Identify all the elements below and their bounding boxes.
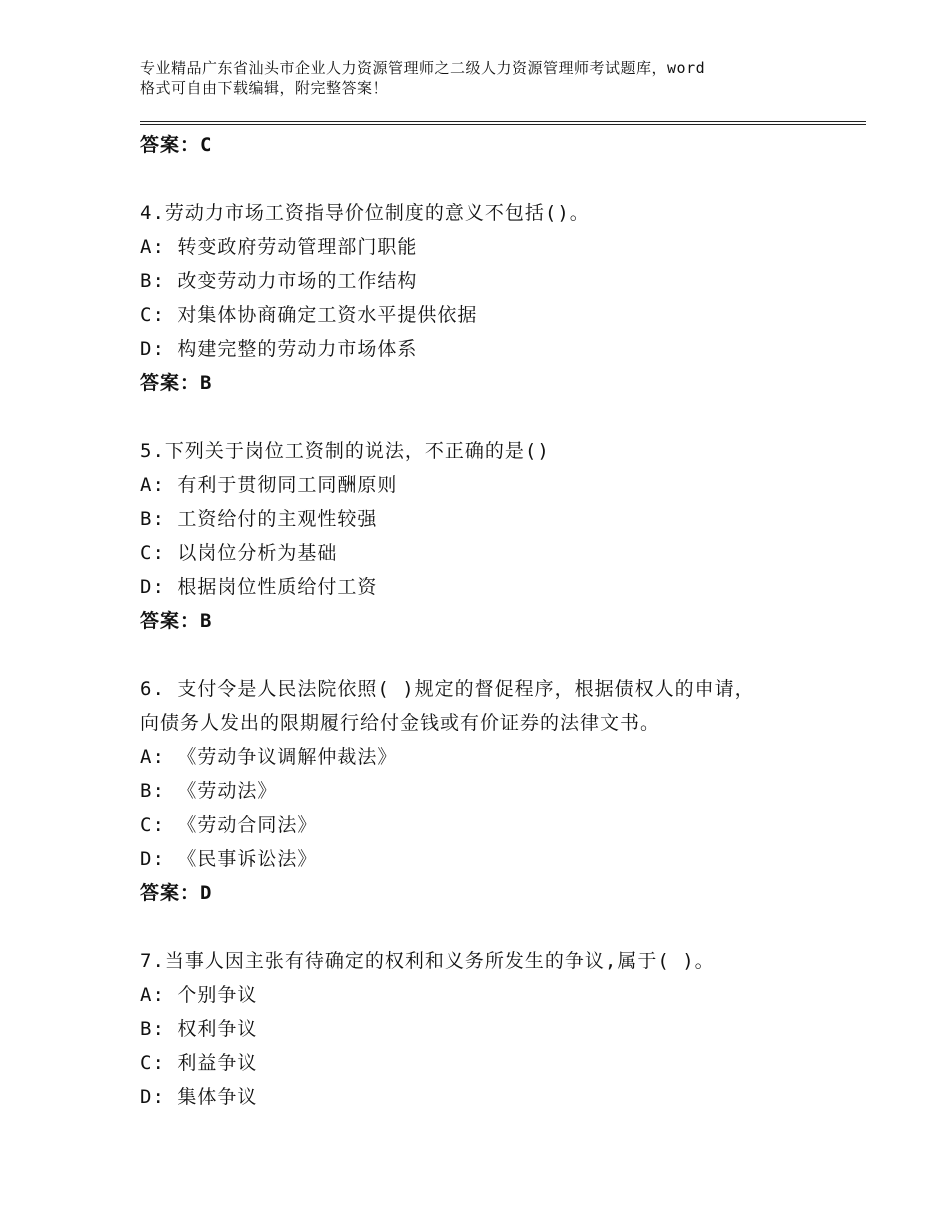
question-stem-continued: 向债务人发出的限期履行给付金钱或有价证券的法律文书。 (140, 712, 661, 734)
question-block (140, 434, 866, 638)
option-a: A: 个别争议 (140, 984, 258, 1006)
option-b: B: 《劳动法》 (140, 780, 278, 802)
option-d: D: 构建完整的劳动力市场体系 (140, 338, 418, 360)
question-block (140, 672, 866, 910)
question-stem: 6. 支付令是人民法院依照( )规定的督促程序，根据债权人的申请， (140, 678, 755, 700)
option-d: D: 《民事诉讼法》 (140, 848, 318, 870)
spacer (140, 910, 866, 944)
question-stem: 4.劳动力市场工资指导价位制度的意义不包括()。 (140, 202, 590, 224)
header-rule-top (140, 121, 866, 122)
option-c: C: 利益争议 (140, 1052, 258, 1074)
spacer (140, 638, 866, 672)
option-b: B: 改变劳动力市场的工作结构 (140, 270, 418, 292)
question-stem: 5.下列关于岗位工资制的说法，不正确的是() (140, 440, 550, 462)
answer-line: 答案：C (140, 134, 213, 156)
answer-line: 答案：D (140, 882, 213, 904)
document-body (140, 128, 866, 1114)
option-a: A: 转变政府劳动管理部门职能 (140, 236, 418, 258)
document-header (140, 58, 840, 98)
header-line-2: 格式可自由下载编辑，附完整答案！ (140, 79, 389, 97)
answer-line: 答案：B (140, 610, 213, 632)
spacer (140, 162, 866, 196)
answer-line: 答案：B (140, 372, 213, 394)
option-c: C: 以岗位分析为基础 (140, 542, 338, 564)
header-line-1: 专业精品广东省汕头市企业人力资源管理师之二级人力资源管理师考试题库，word (140, 59, 706, 77)
header-rule-bottom (140, 124, 866, 125)
spacer (140, 400, 866, 434)
option-d: D: 根据岗位性质给付工资 (140, 576, 378, 598)
option-c: C: 《劳动合同法》 (140, 814, 318, 836)
option-a: A: 有利于贯彻同工同酬原则 (140, 474, 398, 496)
question-block (140, 196, 866, 400)
option-a: A: 《劳动争议调解仲裁法》 (140, 746, 398, 768)
option-b: B: 工资给付的主观性较强 (140, 508, 378, 530)
option-d: D: 集体争议 (140, 1086, 258, 1108)
option-b: B: 权利争议 (140, 1018, 258, 1040)
option-c: C: 对集体协商确定工资水平提供依据 (140, 304, 478, 326)
question-block (140, 944, 866, 1114)
question-stem: 7.当事人因主张有待确定的权利和义务所发生的争议,属于( )。 (140, 950, 715, 972)
